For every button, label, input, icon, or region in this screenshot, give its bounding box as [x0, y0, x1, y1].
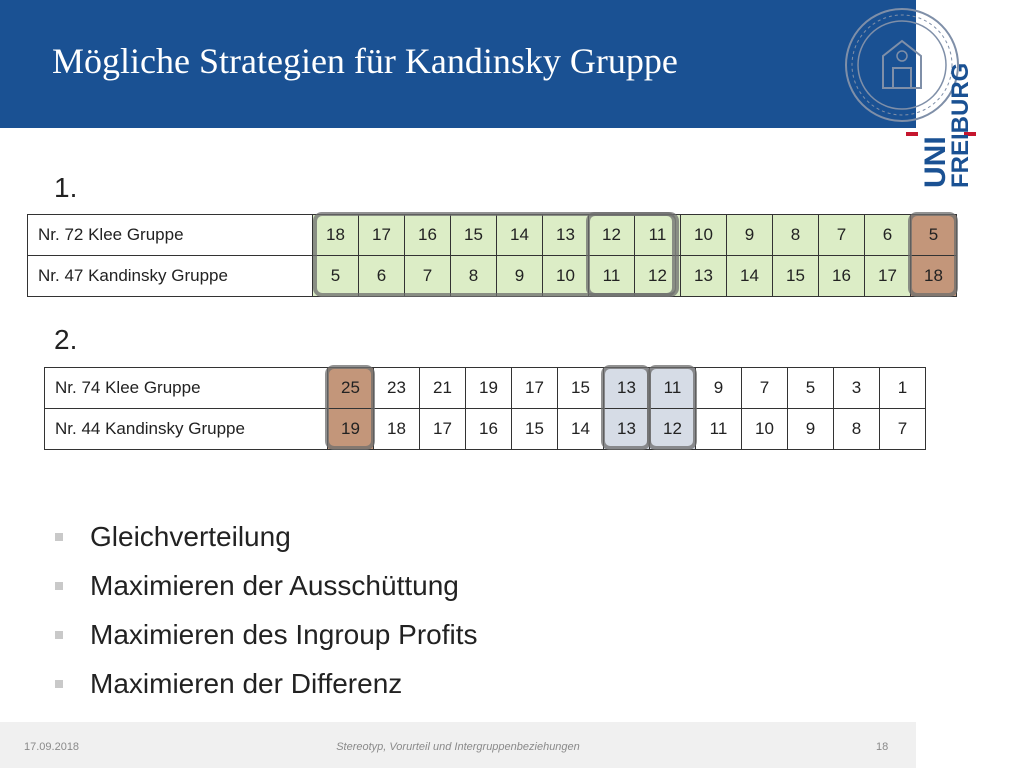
list-item	[55, 610, 478, 659]
row-label: Nr. 47 Kandinsky Gruppe	[28, 256, 313, 297]
bullet-square-icon	[55, 680, 63, 688]
section-number-1: 1.	[54, 172, 78, 203]
highlight-outline	[586, 212, 679, 297]
matrix-cell: 14	[497, 215, 543, 256]
matrix-cell: 19	[328, 409, 374, 450]
matrix-cell: 9	[497, 256, 543, 297]
matrix-cell: 11	[589, 256, 635, 297]
bullet-square-icon	[55, 631, 63, 639]
bullet-text: Maximieren der Differenz	[90, 667, 403, 699]
matrix-cell: 10	[681, 215, 727, 256]
matrix-cell: 8	[451, 256, 497, 297]
matrix-cell: 17	[865, 256, 911, 297]
matrix-cell: 14	[558, 409, 604, 450]
matrix-cell: 17	[512, 368, 558, 409]
table-row	[45, 409, 926, 450]
bullet-list	[55, 512, 478, 708]
logo-text-freiburg: FREIBURG	[947, 62, 974, 188]
footer-course-title: Stereotyp, Vorurteil und Intergruppenbeziehungen	[336, 741, 580, 753]
matrix-cell: 1	[880, 368, 926, 409]
matrix-cell: 25	[328, 368, 374, 409]
matrix-cell: 18	[911, 256, 957, 297]
table-row	[45, 368, 926, 409]
matrix-cell: 9	[788, 409, 834, 450]
matrix-cell: 23	[374, 368, 420, 409]
matrix-cell: 12	[589, 215, 635, 256]
matrix-cell: 10	[543, 256, 589, 297]
matrix-cell: 21	[420, 368, 466, 409]
highlight-outline	[601, 365, 651, 450]
matrix-cell: 17	[359, 215, 405, 256]
row-label: Nr. 72 Klee Gruppe	[28, 215, 313, 256]
matrix-cell: 17	[420, 409, 466, 450]
matrix-cell: 9	[696, 368, 742, 409]
matrix-cell: 18	[374, 409, 420, 450]
matrix-cell: 15	[451, 215, 497, 256]
matrix-cell: 5	[911, 215, 957, 256]
bullet-square-icon	[55, 533, 63, 541]
slide-footer	[0, 722, 916, 768]
bullet-square-icon	[55, 582, 63, 590]
matrix-cell: 16	[405, 215, 451, 256]
matrix-cell: 8	[834, 409, 880, 450]
list-item	[55, 561, 478, 610]
matrix-cell: 10	[742, 409, 788, 450]
matrix-cell: 11	[696, 409, 742, 450]
matrix-cell: 7	[405, 256, 451, 297]
matrix-cell: 3	[834, 368, 880, 409]
slide-title: Mögliche Strategien für Kandinsky Gruppe	[52, 41, 678, 81]
matrix-cell: 5	[313, 256, 359, 297]
matrix-cell: 16	[819, 256, 865, 297]
footer-date: 17.09.2018	[24, 741, 80, 753]
highlight-outline	[647, 365, 697, 450]
bullet-text: Gleichverteilung	[90, 520, 291, 552]
matrix-cell: 14	[727, 256, 773, 297]
highlight-outline	[908, 212, 958, 297]
header-banner	[0, 0, 916, 128]
matrix-cell: 8	[773, 215, 819, 256]
matrix-cell: 13	[681, 256, 727, 297]
row-label: Nr. 44 Kandinsky Gruppe	[45, 409, 328, 450]
bullet-text: Maximieren der Ausschüttung	[90, 569, 459, 601]
matrix-cell: 12	[635, 256, 681, 297]
matrix-cell: 7	[880, 409, 926, 450]
matrix-cell: 6	[865, 215, 911, 256]
matrix-cell: 16	[466, 409, 512, 450]
matrix-cell: 6	[359, 256, 405, 297]
matrix-cell: 11	[635, 215, 681, 256]
matrix-cell: 13	[604, 409, 650, 450]
matrix-cell: 11	[650, 368, 696, 409]
logo-text-uni: UNI	[919, 136, 952, 188]
matrix-cell: 13	[543, 215, 589, 256]
university-logo	[906, 40, 976, 190]
matrix-cell: 15	[512, 409, 558, 450]
matrix-cell: 12	[650, 409, 696, 450]
matrix-cell: 15	[558, 368, 604, 409]
matrix-cell: 15	[773, 256, 819, 297]
list-item	[55, 659, 478, 708]
matrix-cell: 19	[466, 368, 512, 409]
row-label: Nr. 74 Klee Gruppe	[45, 368, 328, 409]
matrix-cell: 13	[604, 368, 650, 409]
svg-text:FREIBURG	[947, 63, 974, 188]
bullet-text: Maximieren des Ingroup Profits	[90, 618, 478, 650]
matrix-cell: 18	[313, 215, 359, 256]
highlight-outline	[325, 365, 375, 450]
list-item	[55, 512, 478, 561]
matrix-cell: 5	[788, 368, 834, 409]
matrix-cell: 7	[819, 215, 865, 256]
footer-page-number: 18	[876, 741, 889, 753]
matrix-table-2	[44, 367, 926, 450]
university-logo-graphic	[906, 40, 976, 190]
section-number-2: 2.	[54, 324, 78, 355]
matrix-cell: 7	[742, 368, 788, 409]
matrix-cell: 9	[727, 215, 773, 256]
